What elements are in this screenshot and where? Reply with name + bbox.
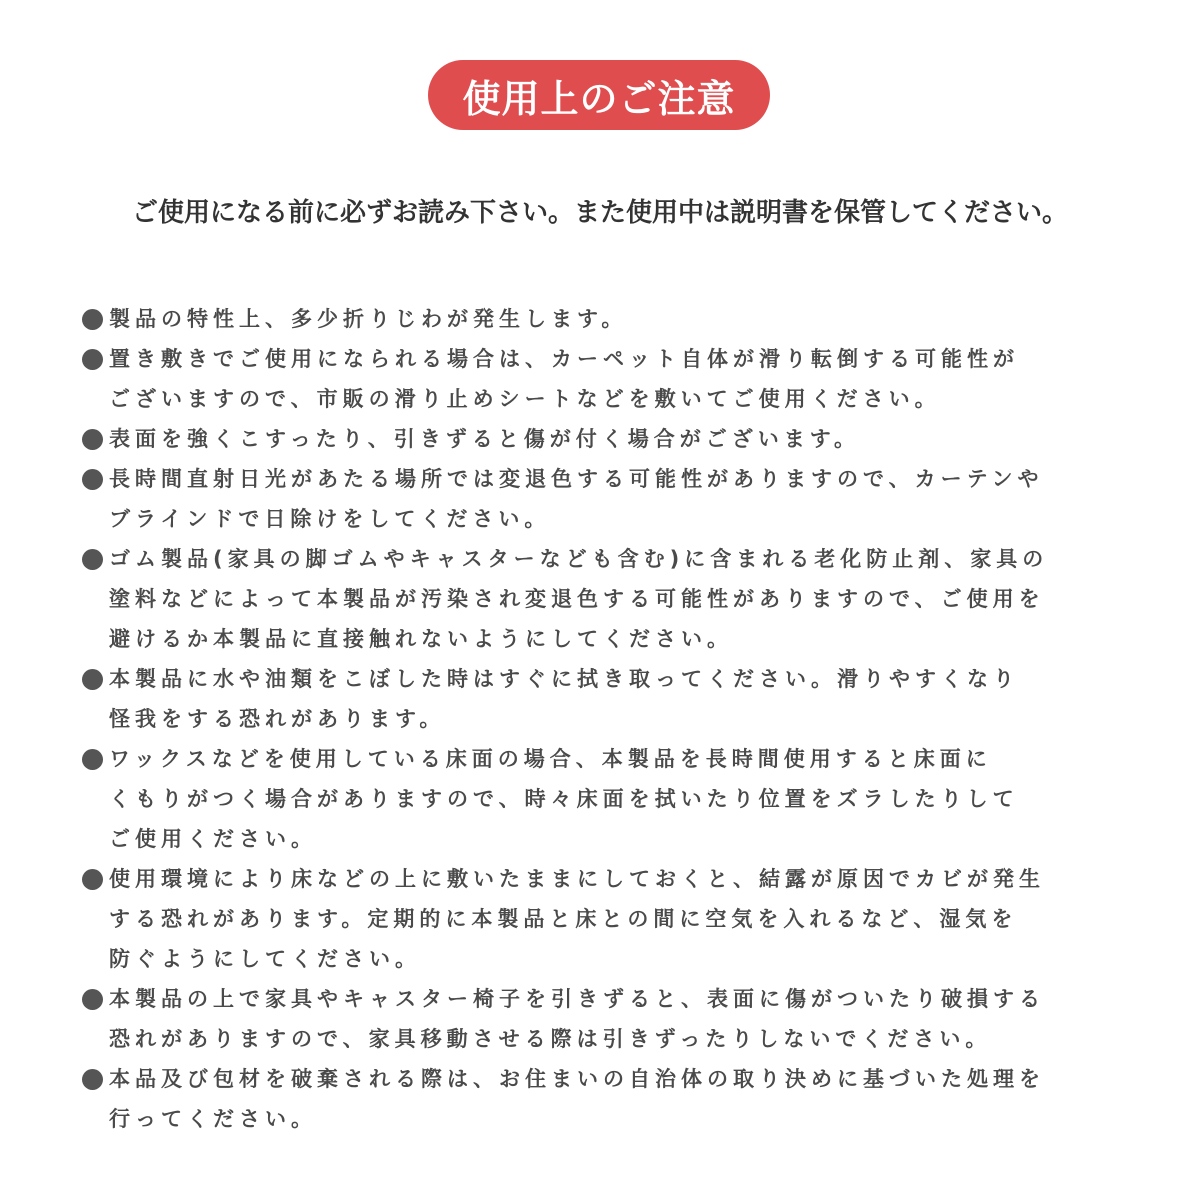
bullet-dot-icon [82,349,103,370]
list-item [82,459,1162,539]
bullet-dot-icon [82,309,103,330]
caution-list [82,299,1162,1139]
note-line: 置き敷きでご使用になられる場合は、カーペット自体が滑り転倒する可能性が [109,347,1019,371]
bullet-icon [82,419,109,459]
note-line: 恐れがありますので、家具移動させる際は引きずったりしないでください。 [109,1027,992,1051]
note-text [109,339,1162,419]
page-title: 使用上のご注意 [462,76,736,121]
note-text [109,1059,1162,1139]
bullet-dot-icon [82,669,103,690]
intro-text: ご使用になる前に必ずお読み下さい。また使用中は説明書を保管してください。 [131,198,1068,228]
note-text [109,979,1162,1059]
list-item [82,979,1162,1059]
list-item [82,539,1162,659]
note-line: ゴム製品(家具の脚ゴムやキャスターなども含む)に含まれる老化防止剤、家具の [109,547,1049,571]
note-line: 防ぐようにしてください。 [109,947,421,971]
note-text [109,419,1162,459]
note-line: 避けるか本製品に直接触れないようにしてください。 [109,627,733,651]
bullet-dot-icon [82,989,103,1010]
bullet-icon [82,659,109,699]
note-line: 怪我をする恐れがあります。 [109,707,446,731]
bullet-icon [82,299,109,339]
note-text [109,659,1162,739]
note-line: する恐れがあります。定期的に本製品と床との間に空気を入れるなど、湿気を [109,907,1018,931]
list-item [82,1059,1162,1139]
bullet-icon [82,459,109,499]
note-line: 表面を強くこすったり、引きずると傷が付く場合がございます。 [109,427,861,451]
note-line: 長時間直射日光があたる場所では変退色する可能性がありますので、カーテンや [109,467,1044,491]
list-item [82,339,1162,419]
bullet-icon [82,859,109,899]
bullet-dot-icon [82,469,103,490]
note-line: 行ってください。 [109,1107,317,1131]
list-item [82,859,1162,979]
bullet-icon [82,1059,109,1099]
note-line: 使用環境により床などの上に敷いたままにしておくと、結露が原因でカビが発生 [109,867,1045,891]
bullet-dot-icon [82,1069,103,1090]
note-line: ブラインドで日除けをしてください。 [109,507,551,531]
note-text [109,459,1162,539]
list-item [82,659,1162,739]
bullet-icon [82,739,109,779]
note-line: 本製品に水や油類をこぼした時はすぐに拭き取ってください。滑りやすくなり [109,667,1019,691]
bullet-dot-icon [82,429,103,450]
title-badge [428,60,770,130]
note-line: 製品の特性上、多少折りじわが発生します。 [109,307,628,331]
note-line: 本製品の上で家具やキャスター椅子を引きずると、表面に傷がついたり破損する [109,987,1045,1011]
note-line: ワックスなどを使用している床面の場合、本製品を長時間使用すると床面に [109,747,992,771]
note-line: ご使用ください。 [109,827,317,851]
list-item [82,739,1162,859]
note-line: ございますので、市販の滑り止めシートなどを敷いてご使用ください。 [109,387,941,411]
list-item [82,419,1162,459]
bullet-icon [82,979,109,1019]
note-text [109,299,1162,339]
note-line: 本品及び包材を破棄される際は、お住まいの自治体の取り決めに基づいた処理を [109,1067,1045,1091]
note-line: くもりがつく場合がありますので、時々床面を拭いたり位置をズラしたりして [109,787,1019,811]
note-line: 塗料などによって本製品が汚染され変退色する可能性がありますので、ご使用を [109,587,1045,611]
bullet-icon [82,539,109,579]
list-item [82,299,1162,339]
note-text [109,859,1162,979]
bullet-icon [82,339,109,379]
bullet-dot-icon [82,869,103,890]
note-text [109,539,1162,659]
note-text [109,739,1162,859]
bullet-dot-icon [82,549,103,570]
bullet-dot-icon [82,749,103,770]
